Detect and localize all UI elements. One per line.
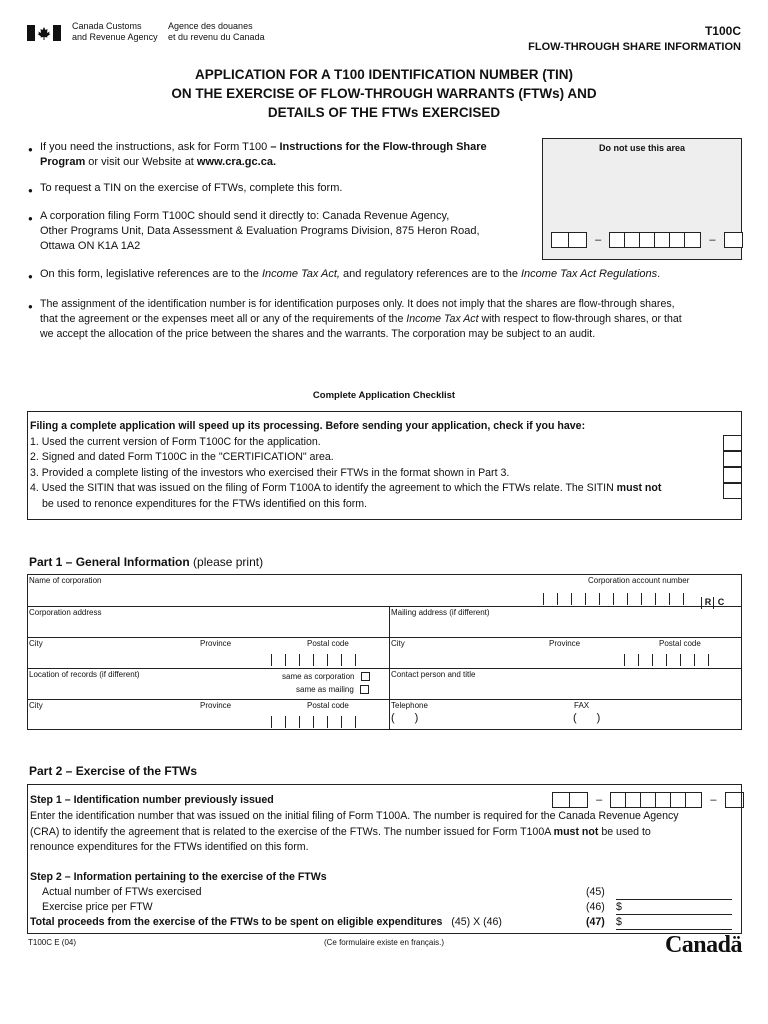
step2-title: Step 2 – Information pertaining to the exercise of the FTWs [30, 871, 327, 883]
french-note: (Ce formulaire existe en français.) [323, 938, 445, 947]
title-line3: DETAILS OF THE FTWs EXERCISED [267, 105, 501, 120]
rc-c: C [713, 597, 727, 609]
office-use-label: Do not use this area [598, 143, 686, 153]
location-of-records-label: Location of records (if different) [29, 670, 140, 679]
checklist-item: 1. Used the current version of Form T100C for the application. [30, 435, 321, 448]
canada-wordmark: Canadä [664, 932, 742, 958]
general-info-grid [27, 574, 742, 730]
agency-en-line1: Canada Customs [72, 21, 142, 31]
postal-code-label: Postal code [307, 639, 349, 648]
bullet-legislative: ● On this form, legislative references are to the Income Tax Act, and regulatory references are to the Income Tax Act Regulations. [40, 267, 660, 282]
form-code: T100C [704, 24, 741, 38]
records-postal-code-field[interactable] [271, 715, 356, 733]
contact-person-field[interactable] [390, 668, 741, 699]
province-label: Province [200, 639, 232, 648]
same-as-corporation-checkbox[interactable] [361, 672, 370, 681]
mailing-province-label: Province [549, 639, 581, 648]
name-of-corporation-label: Name of corporation [29, 576, 102, 585]
checklist-heading: Complete Application Checklist [312, 390, 456, 401]
fax-label: FAX [574, 701, 590, 710]
checklist-item: 2. Signed and dated Form T100C in the "CERTIFICATION" area. [30, 451, 334, 463]
agency-fr-line1: Agence des douanes [168, 21, 253, 31]
bullet-send-address: ● A corporation filing Form T100C should send it directly to: Canada Revenue Agency, Other Programs Unit, Data Assessment & Evaluation Programs Division, 875 Heron Road, Ottawa ON K1A 1A2 [40, 209, 480, 254]
telephone-field[interactable]: ( ) [391, 712, 419, 724]
total-proceeds-label: Total proceeds from the exercise of the FTWs to be spent on eligible expenditures (45) X (46) [30, 916, 502, 928]
bullet-request-tin: ● To request a TIN on the exercise of FTWs, complete this form. [40, 181, 342, 196]
office-tin-boxes: – – [551, 232, 743, 248]
ftws-exercised-field[interactable] [616, 886, 732, 900]
checklist-checkbox-3[interactable] [723, 467, 742, 483]
same-as-mailing[interactable]: same as mailing [296, 685, 369, 694]
checklist-checkbox-4[interactable] [723, 483, 742, 499]
account-number-label: Corporation account number [588, 576, 690, 585]
same-as-corporation[interactable]: same as corporation [282, 672, 370, 681]
part2-box [27, 784, 742, 934]
corporation-address-label: Corporation address [29, 608, 102, 617]
corporation-address-field[interactable] [28, 606, 389, 637]
exercise-price-label: Exercise price per FTW [42, 901, 153, 913]
step1-title: Step 1 – Identification number previously issued [30, 794, 274, 806]
telephone-label: Telephone [391, 701, 428, 710]
records-postal-label: Postal code [307, 701, 349, 710]
bullet-assignment: ● The assignment of the identification number is for identification purposes only. It does not imply that the shares are flow-through shares, that the agreement or the expenses meet all or any of the requirements of the Income Tax Act with respect to flow-through shares, or that we accept the allocation of the price between the shares and the warrants. The corporation may be subject to an audit. [40, 297, 682, 342]
mailing-address-label: Mailing address (if different) [391, 608, 490, 617]
checklist-item: 3. Provided a complete listing of the investors who exercised their FTWs in the format shown in Part 3. [30, 466, 510, 479]
title-line2: ON THE EXERCISE OF FLOW-THROUGH WARRANTS (FTWs) AND [171, 86, 597, 101]
website-link[interactable]: www.cra.gc.ca. [196, 156, 276, 168]
ftws-exercised-label: Actual number of FTWs exercised [42, 886, 202, 898]
checklist-item: 4. Used the SITIN that was issued on the filing of Form T100A to identify the agreement to which the FTWs relate. The SITIN must not [30, 482, 662, 494]
mailing-address-field[interactable] [390, 606, 741, 637]
agency-en-line2: and Revenue Agency [72, 32, 158, 42]
office-use-box [542, 138, 742, 260]
tin-input-boxes[interactable]: – – [552, 792, 744, 808]
checklist-checkbox-1[interactable] [723, 435, 742, 451]
line-47-code: (47) [586, 916, 605, 928]
form-subtitle: FLOW-THROUGH SHARE INFORMATION [528, 41, 741, 53]
canada-flag-icon [27, 25, 61, 41]
same-as-mailing-checkbox[interactable] [360, 685, 369, 694]
bullet-instructions: ● If you need the instructions, ask for Form T100 – Instructions for the Flow-through Share Program or visit our Website at www.cra.gc.ca. [40, 140, 510, 170]
agency-name-en [72, 21, 158, 43]
mailing-postal-label: Postal code [659, 639, 701, 648]
line-45-code: (45) [586, 886, 605, 898]
agency-fr-line2: et du revenu du Canada [168, 32, 265, 42]
agency-name-fr [168, 21, 265, 43]
rc-r: R [701, 597, 713, 609]
checklist-box: Filing a complete application will speed up its processing. Before sending your application, check if you have: 1. Used the current version of Form T100C for the application. 2. Signed and dated Form T100C in the "CERTIFICATION" area. 3. Provided a complete listing of the investors who exercised their FTWs in the format shown in Part 3. 4. Used the SITIN that was issued on the filing of Form T100A to identify the agreement to which the FTWs relate. The SITIN must not be used to renonce expenditures for the FTWs identified on this form. [27, 411, 742, 520]
fax-field[interactable]: ( ) [573, 712, 601, 724]
total-proceeds-field[interactable]: $ [616, 916, 732, 930]
step1-description: Enter the identification number that was issued on the initial filing of Form T100A. The number is required for the Canada Revenue Agency (CRA) to identify the agreement that is related to the exercise of the FTWs. The number issued for Form T100A must not be used to renounce expenditures for the FTWs identified on this form. [30, 810, 679, 853]
mailing-city-label: City [391, 639, 405, 648]
records-province-label: Province [200, 701, 232, 710]
form-version-code: T100C E (04) [28, 938, 77, 947]
part1-heading: Part 1 – General Information (please print) [29, 555, 264, 569]
name-of-corporation-field[interactable] [28, 575, 528, 606]
contact-person-label: Contact person and title [391, 670, 476, 679]
checklist-intro: Filing a complete application will speed up its processing. Before sending your application, check if you have: [30, 420, 586, 432]
checklist-checkbox-2[interactable] [723, 451, 742, 467]
records-city-label: City [29, 701, 43, 710]
line-46-code: (46) [586, 901, 605, 913]
page-title [0, 65, 768, 122]
title-line1: APPLICATION FOR A T100 IDENTIFICATION NUMBER (TIN) [195, 67, 573, 82]
city-label: City [29, 639, 43, 648]
part2-heading: Part 2 – Exercise of the FTWs [29, 764, 198, 778]
exercise-price-field[interactable]: $ [616, 901, 732, 915]
